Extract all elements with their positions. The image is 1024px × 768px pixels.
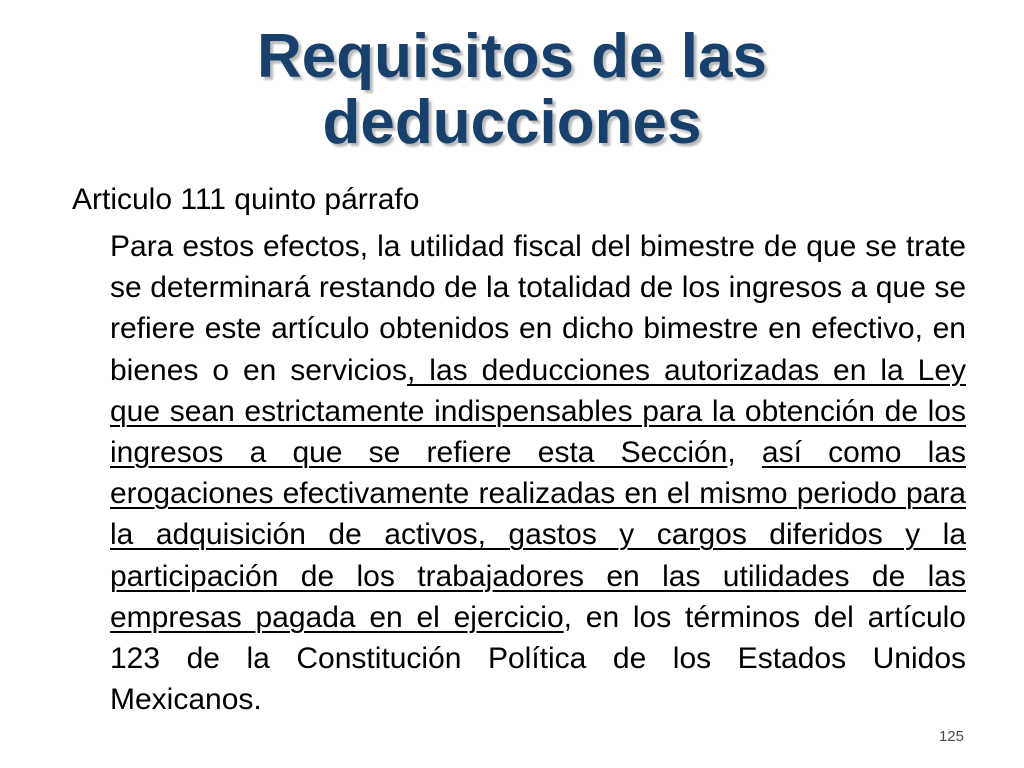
paragraph-segment: Para estos efectos, la utilidad fiscal del bimestre de que se trate se determinará restando de la totalidad de los ingresos a que se refiere este artículo obtenidos en dicho bimestre en efectivo, en bienes o en servicios	[110, 230, 966, 387]
paragraph-segment: ,	[727, 436, 762, 470]
article-reference: Articulo 111 quinto párrafo	[72, 183, 420, 216]
paragraph-segment-underlined: así como las erogaciones efectivamente realizadas en el mismo periodo para la adquisición de activos, gastos y cargos diferidos y la participación de los trabajadores en las utilidades de las empresas pagada en el ejercicio	[110, 436, 967, 634]
paragraph-segment: , en los términos del artículo 123 de la Constitución Política de los Estados Unidos Mexicanos.	[110, 600, 966, 717]
slide-title: Requisitos de las deducciones	[257, 22, 767, 157]
article-paragraph	[110, 226, 966, 720]
paragraph-segment-underlined: , las deducciones autorizadas en la Ley que sean estrictamente indispensables para la obtención de los ingresos a que se refiere esta Sección	[110, 353, 967, 470]
page-number: 125	[938, 728, 964, 745]
